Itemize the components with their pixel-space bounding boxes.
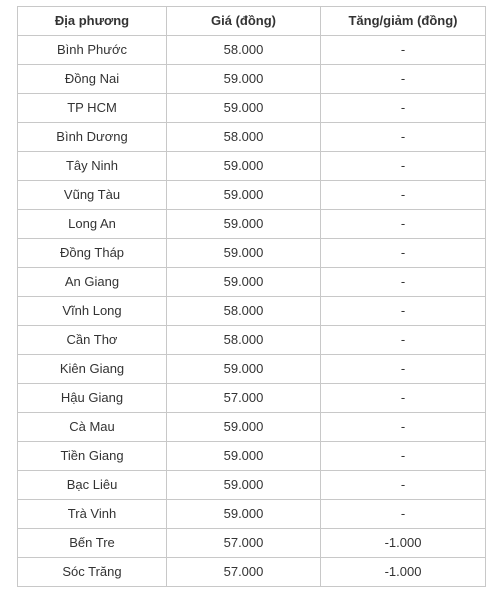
cell-region: Tiền Giang [18, 442, 167, 471]
table-row [18, 152, 486, 181]
cell-change: - [321, 94, 486, 123]
cell-change: - [321, 471, 486, 500]
cell-change: - [321, 442, 486, 471]
cell-price: 59.000 [167, 413, 321, 442]
cell-region: Vĩnh Long [18, 297, 167, 326]
cell-price: 58.000 [167, 326, 321, 355]
cell-price: 59.000 [167, 152, 321, 181]
table-row [18, 36, 486, 65]
price-table [17, 6, 486, 587]
table-body [18, 36, 486, 587]
cell-change: - [321, 239, 486, 268]
cell-region: Long An [18, 210, 167, 239]
cell-price: 59.000 [167, 268, 321, 297]
cell-change: - [321, 65, 486, 94]
cell-region: TP HCM [18, 94, 167, 123]
cell-price: 59.000 [167, 210, 321, 239]
header-row [18, 7, 486, 36]
cell-change: - [321, 268, 486, 297]
cell-region: An Giang [18, 268, 167, 297]
cell-change: - [321, 36, 486, 65]
table-row [18, 210, 486, 239]
cell-region: Hậu Giang [18, 384, 167, 413]
cell-region: Tây Ninh [18, 152, 167, 181]
table-row [18, 181, 486, 210]
cell-region: Bạc Liêu [18, 471, 167, 500]
table-row [18, 529, 486, 558]
table-row [18, 297, 486, 326]
table-row [18, 413, 486, 442]
table-row [18, 384, 486, 413]
cell-region: Đồng Nai [18, 65, 167, 94]
cell-change: - [321, 500, 486, 529]
cell-price: 59.000 [167, 65, 321, 94]
table-row [18, 355, 486, 384]
cell-region: Đồng Tháp [18, 239, 167, 268]
cell-region: Bến Tre [18, 529, 167, 558]
cell-region: Trà Vinh [18, 500, 167, 529]
table-row [18, 65, 486, 94]
cell-change: -1.000 [321, 529, 486, 558]
cell-change: - [321, 210, 486, 239]
cell-region: Bình Phước [18, 36, 167, 65]
table-row [18, 123, 486, 152]
table-row [18, 471, 486, 500]
table-header [18, 7, 486, 36]
cell-price: 59.000 [167, 94, 321, 123]
cell-change: - [321, 297, 486, 326]
cell-price: 57.000 [167, 529, 321, 558]
table-row [18, 326, 486, 355]
cell-region: Sóc Trăng [18, 558, 167, 587]
table-row [18, 268, 486, 297]
cell-price: 59.000 [167, 239, 321, 268]
cell-change: - [321, 123, 486, 152]
cell-change: - [321, 413, 486, 442]
cell-price: 59.000 [167, 355, 321, 384]
cell-change: - [321, 384, 486, 413]
cell-region: Cà Mau [18, 413, 167, 442]
header-region: Địa phương [18, 7, 167, 36]
cell-change: -1.000 [321, 558, 486, 587]
table-row [18, 94, 486, 123]
cell-change: - [321, 326, 486, 355]
table-row [18, 442, 486, 471]
cell-region: Bình Dương [18, 123, 167, 152]
cell-price: 59.000 [167, 500, 321, 529]
cell-change: - [321, 152, 486, 181]
price-table-container [17, 6, 485, 587]
cell-change: - [321, 355, 486, 384]
header-change: Tăng/giảm (đồng) [321, 7, 486, 36]
cell-change: - [321, 181, 486, 210]
cell-price: 57.000 [167, 384, 321, 413]
table-row [18, 239, 486, 268]
table-row [18, 558, 486, 587]
cell-price: 57.000 [167, 558, 321, 587]
cell-price: 58.000 [167, 297, 321, 326]
cell-region: Kiên Giang [18, 355, 167, 384]
cell-price: 59.000 [167, 442, 321, 471]
header-price: Giá (đồng) [167, 7, 321, 36]
cell-region: Vũng Tàu [18, 181, 167, 210]
cell-price: 58.000 [167, 36, 321, 65]
cell-region: Cần Thơ [18, 326, 167, 355]
cell-price: 59.000 [167, 471, 321, 500]
cell-price: 58.000 [167, 123, 321, 152]
cell-price: 59.000 [167, 181, 321, 210]
table-row [18, 500, 486, 529]
